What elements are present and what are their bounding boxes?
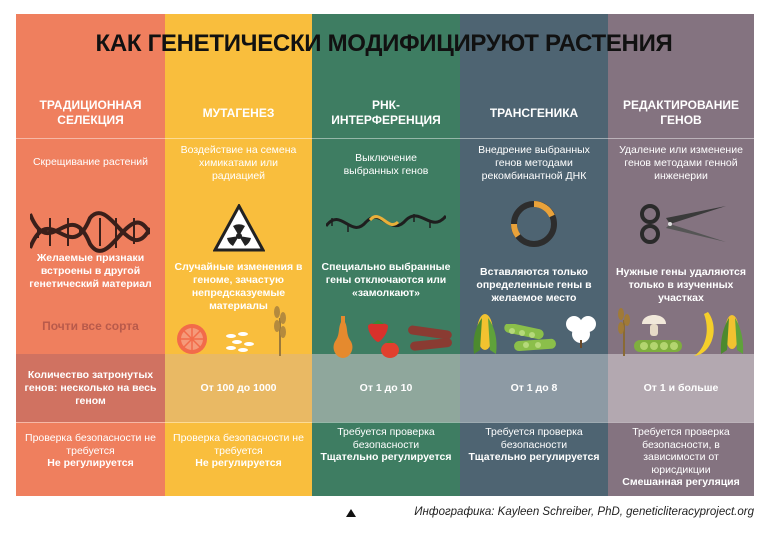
sausage-pods-icon [408,324,454,352]
column-header: ТРАНСГЕНИКА [489,105,579,120]
column-traditional-breeding [16,14,165,496]
regulation-status: Тщательно регулируется [468,451,600,463]
radiation-icon [213,204,265,252]
safety-check [22,432,159,470]
divider [16,138,165,139]
column-rna-interference [312,14,460,496]
column-header: РЕДАКТИРОВАНИЕ ГЕНОВ [622,98,739,127]
crop-varieties-label: Почти все сорта [42,319,139,333]
divider [165,138,312,139]
grapefruit-icon [175,322,209,356]
column-transgenics [460,14,608,496]
cotton-icon [564,312,598,348]
strawberry-icon [366,320,390,342]
safety-check [614,426,748,489]
rice-grains-icon [223,328,257,354]
divider [312,138,460,139]
safety-text: Требуется проверка безопасности [485,426,583,451]
plasmid-ring-icon [508,198,560,250]
squash-icon [330,314,356,358]
credit-line: Инфографика: Kayleen Schreiber, PhD, geneticliteracyproject.org [414,506,754,518]
divider [165,422,312,423]
wheat-icon [269,304,291,356]
genes-affected: От 100 до 1000 [200,381,277,394]
scissors-icon [636,204,728,244]
safety-check [466,426,602,464]
safety-text: Проверка безопасности не требуется [173,432,304,457]
regulation-status: Не регулируется [195,457,282,469]
safety-text: Проверка безопасности не требуется [25,432,156,457]
regulation-status: Не регулируется [47,457,134,469]
soybean-pods-icon [504,324,558,354]
divider [608,422,754,423]
method-description: Удаление или изменение генов методами генной инженерии [619,144,743,182]
banana-icon [690,310,716,358]
genes-affected: От 1 до 8 [510,381,558,394]
safety-text: Требуется проверка безопасности [337,426,435,451]
genes-affected: От 1 до 10 [359,381,413,394]
infographic-title: КАК ГЕНЕТИЧЕСКИ МОДИФИЦИРУЮТ РАСТЕНИЯ [95,30,673,57]
column-header: МУТАГЕНЕЗ [202,105,275,120]
method-result: Специально выбранные гены отключаются или «замолкают» [321,261,451,299]
divider [608,138,754,139]
column-header: ТРАДИЦИОННАЯ СЕЛЕКЦИЯ [39,98,142,127]
wheat-icon [614,306,634,356]
regulation-status: Смешанная регуляция [622,476,740,488]
column-header: РНК-ИНТЕРФЕРЕНЦИЯ [331,98,441,127]
method-result: Нужные гены удаляются только в изученных участках [615,266,747,304]
method-result: Желаемые признаки встроены в другой генетический материал [29,252,152,290]
column-mutagenesis [165,14,312,496]
method-result: Вставляются только определенные гены в желаемое место [476,266,592,304]
method-description: Скрещивание растений [32,156,149,168]
method-result: Случайные изменения в геноме, зачастую непредсказуемые материалы [174,261,303,312]
triangle-icon [346,509,356,517]
mushroom-icon [640,310,668,336]
rna-strand-icon [326,206,446,240]
regulation-status: Тщательно регулируется [320,451,452,463]
corn-icon [718,310,746,358]
genes-affected: Количество затронутых генов: несколько на весь геном [24,368,157,407]
divider [460,138,608,139]
safety-check [171,432,306,470]
method-description: Выключение выбранных генов [343,152,429,177]
safety-check [318,426,454,464]
safety-text: Требуется проверка безопасности, в зависимости от юрисдикции [632,426,730,476]
corn-icon [470,310,500,358]
divider [16,422,165,423]
method-description: Воздействие на семена химикатами или радиацией [180,144,297,182]
divider [312,422,460,423]
method-description: Внедрение выбранных генов методами рекомбинантной ДНК [478,144,590,182]
column-gene-editing [608,14,754,496]
genes-affected: От 1 и больше [643,381,719,394]
divider [460,422,608,423]
